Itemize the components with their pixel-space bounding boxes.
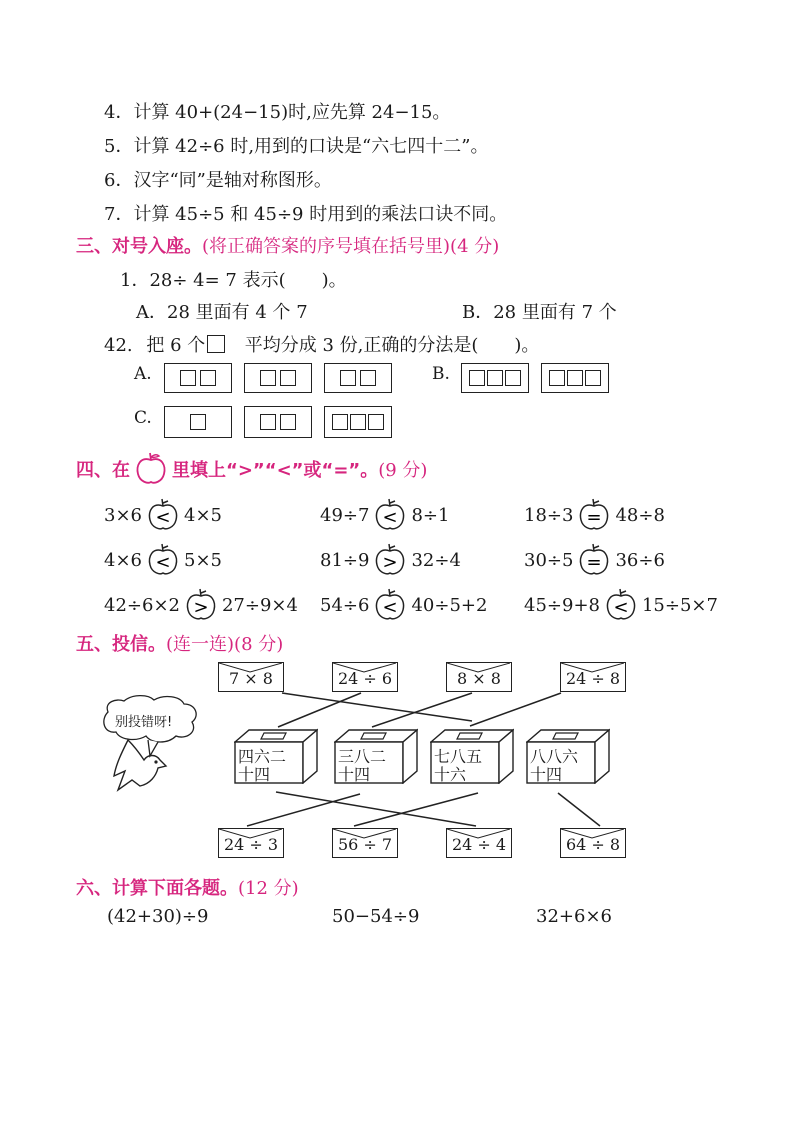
envelope-label: 24 ÷ 8 (565, 669, 621, 688)
judge-item-5: 5．计算 42÷6 时,用到的口诀是“六七四十二”。 (104, 136, 489, 157)
envelope[interactable] (560, 662, 626, 692)
comparison-left: 81÷9 (320, 549, 370, 571)
connection-line (372, 693, 472, 727)
question-2-text-b: 平均分成 3 份,正确的分法是( )。 (244, 335, 540, 356)
section-3-title: 三、对号入座。 (76, 236, 202, 257)
comparison-left: 3×6 (104, 504, 142, 526)
comparison-left: 18÷3 (524, 504, 574, 526)
envelope[interactable] (218, 662, 284, 692)
comparison-left: 4×6 (104, 549, 142, 571)
envelope[interactable] (560, 828, 626, 858)
judge-item-6: 6．汉字“同”是轴对称图形。 (104, 170, 332, 191)
section-4-title-after: 里填上“>”“<”或“=”。 (172, 460, 379, 481)
section-6-score: (12 分) (238, 878, 299, 899)
option-c-label: C. (134, 408, 152, 428)
mail-box[interactable] (526, 728, 610, 784)
comparison-right: 15÷5×7 (641, 594, 718, 616)
comparison-symbol: = (586, 552, 602, 573)
speech-bubble-text: 别投错呀! (115, 715, 173, 730)
comparison-right: 36÷6 (615, 549, 665, 571)
comparison-symbol: > (193, 597, 209, 618)
section-4-title: 四、在 (76, 460, 130, 481)
section-6-heading (76, 874, 299, 900)
comparison-right: 40÷5+2 (411, 594, 488, 616)
question-1: 1．28÷ 4= 7 表示( )。 (120, 270, 347, 291)
comparison-symbol: < (382, 597, 398, 618)
mail-box-label: 四六二 十四 (238, 747, 287, 784)
option-a-label: A. (134, 364, 152, 384)
envelope[interactable] (446, 662, 512, 692)
mail-box[interactable] (430, 728, 514, 784)
question-2-text-a: 把 6 个 (146, 335, 206, 356)
mail-box-label: 三八二 十四 (338, 747, 387, 784)
section-6-title: 六、计算下面各题。 (76, 878, 238, 899)
connection-line (470, 693, 561, 726)
comparison-symbol: > (382, 552, 398, 573)
envelope-label: 8 × 8 (457, 669, 501, 688)
connection-line (354, 793, 478, 826)
mail-box[interactable] (334, 728, 418, 784)
comparison-right: 32÷4 (411, 549, 461, 571)
comparison-right: 5×5 (184, 549, 222, 571)
comparison-left: 49÷7 (320, 504, 370, 526)
comparison-symbol: < (155, 507, 171, 528)
mail-box-label: 七八五 十六 (434, 747, 483, 784)
section-4-score: (9 分) (378, 460, 428, 481)
comparison-right: 4×5 (184, 504, 222, 526)
question-1-option-b: B．28 里面有 7 个 (462, 302, 617, 323)
envelope[interactable] (218, 828, 284, 858)
calc-problem-2: 50−54÷9 (332, 906, 420, 927)
envelope[interactable] (332, 662, 398, 692)
comparison-symbol: < (382, 507, 398, 528)
envelope-label: 7 × 8 (229, 669, 273, 688)
calc-problem-3: 32+6×6 (536, 906, 612, 927)
section-5-title: 五、投信。 (76, 634, 166, 655)
envelope-label: 56 ÷ 7 (337, 835, 393, 854)
judge-item-4: 4．计算 40+(24−15)时,应先算 24−15。 (104, 102, 451, 123)
comparison-right: 48÷8 (615, 504, 665, 526)
envelope[interactable] (446, 828, 512, 858)
speech-bubble-tail (148, 740, 158, 756)
judge-item-7: 7．计算 45÷5 和 45÷9 时用到的乘法口诀不同。 (104, 204, 508, 225)
calc-problem-1: (42+30)÷9 (107, 906, 209, 927)
comparison-left: 54÷6 (320, 594, 370, 616)
section-5-note: (连一连)(8 分) (166, 634, 284, 655)
envelope-label: 24 ÷ 3 (223, 835, 279, 854)
option-b-label: B. (432, 364, 450, 384)
mail-box[interactable] (234, 728, 318, 784)
question-2-number: 42. (104, 335, 133, 356)
comparison-left: 45÷9+8 (524, 594, 600, 616)
mail-box-label: 八八六 十四 (530, 747, 579, 784)
connection-line (247, 794, 360, 826)
connection-line (282, 693, 472, 721)
envelope-label: 24 ÷ 6 (337, 669, 393, 688)
comparison-right: 27÷9×4 (221, 594, 298, 616)
comparison-symbol: < (155, 552, 171, 573)
section-3-note: (将正确答案的序号填在括号里)(4 分) (202, 236, 500, 257)
comparison-right: 8÷1 (411, 504, 450, 526)
comparison-symbol: = (586, 507, 602, 528)
envelope-label: 64 ÷ 8 (565, 835, 621, 854)
envelope[interactable] (332, 828, 398, 858)
bird-icon (114, 740, 166, 790)
comparison-symbol: < (613, 597, 629, 618)
comparison-left: 42÷6×2 (104, 594, 180, 616)
comparison-left: 30÷5 (524, 549, 574, 571)
question-1-option-a: A．28 里面有 4 个 7 (136, 302, 308, 323)
envelope-label: 24 ÷ 4 (451, 835, 507, 854)
connection-line (558, 793, 600, 826)
